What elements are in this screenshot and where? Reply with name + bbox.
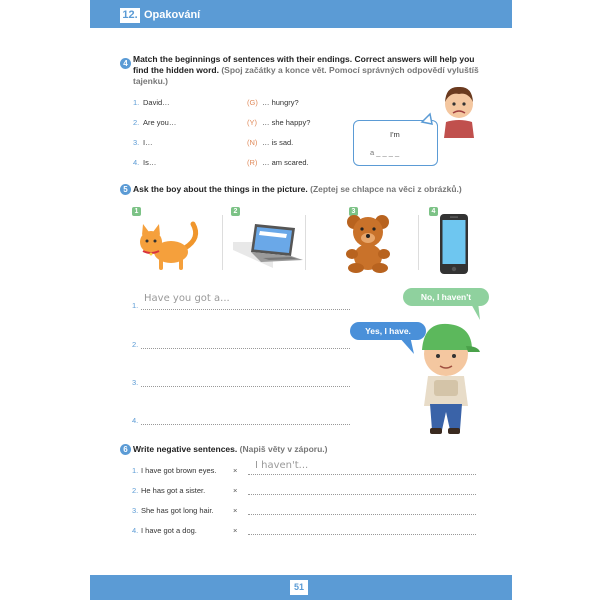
ex6-item-hint: I haven't... [255,460,309,471]
speech-bubble-yes: Yes, I have. [350,322,426,340]
picture-2-number: 2 [231,207,240,216]
ex6-item-text: I have got a dog. [141,526,197,535]
ex5-line-num: 2. [132,340,139,349]
ex4-instruction-line1: Match the beginnings of sentences with their endings. Correct answers will help you [133,54,475,64]
exercise-5-number: 5 [120,184,131,195]
smartphone-icon [440,214,468,274]
cross-mark-icon: × [233,466,238,475]
ex5-answer-line[interactable] [141,348,350,349]
ex4-instruction-cz-line2: (Spoj začátky a konce vět. Pomocí správných odpovědí vyluštíš [221,65,479,75]
sad-boy-icon [438,82,480,138]
exercise-4-number: 4 [120,58,131,69]
bubble-answer: a _ _ _ _ [370,148,400,157]
page-header [90,0,512,28]
cross-mark-icon: × [233,506,238,515]
exercise-5-instruction [133,184,462,195]
ex4-ending-letter: (R) [247,158,258,167]
picture-separator [305,215,306,270]
ex5-line-hint: Have you got a... [144,293,230,304]
ex6-item-text: I have got brown eyes. [141,466,217,475]
exercise-6-number: 6 [120,444,131,455]
exercise-4-instruction [133,54,483,87]
exercise-6-instruction [133,444,327,455]
bubble-text: I'm [390,130,400,139]
boy-with-cap-icon [410,316,482,436]
bubble-tail-icon [420,112,440,126]
picture-separator [222,215,223,270]
ex6-item-num: 2. [132,486,139,495]
answer-bubble [353,120,438,166]
ex4-ending-letter: (G) [247,98,258,107]
ex5-instruction-cz: (Zeptej se chlapce na věci z obrázků.) [310,184,462,194]
ex4-ending-text: … am scared. [262,158,309,167]
page-footer [90,575,512,600]
ex6-instruction-cz: (Napiš věty v záporu.) [239,444,328,454]
picture-3-number: 3 [349,207,358,216]
ex4-beginning-num: 1. [133,98,140,107]
ex4-instruction-cz-line3: tajenku.) [133,76,168,86]
ex4-beginning-text: Are you… [143,118,177,127]
ex4-ending-letter: (N) [247,138,258,147]
ex6-item-num: 1. [132,466,139,475]
ex5-answer-line[interactable] [141,424,350,425]
cross-mark-icon: × [233,486,238,495]
ex4-beginning-num: 3. [133,138,140,147]
ex6-answer-line[interactable] [248,514,476,515]
ex6-answer-line[interactable] [248,474,476,475]
ex4-ending-letter: (Y) [247,118,257,127]
teddy-bear-icon [340,212,396,274]
ex6-item-text: He has got a sister. [141,486,206,495]
laptop-icon [233,220,305,268]
cat-icon [133,218,205,273]
ex5-answer-line[interactable] [141,309,350,310]
chapter-number: 12. [120,8,140,23]
ex6-instruction-en: Write negative sentences. [133,444,238,454]
chapter-title: Opakování [144,9,201,21]
ex4-beginning-text: I… [143,138,153,147]
picture-1-number: 1 [132,207,141,216]
ex5-answer-line[interactable] [141,386,350,387]
speech-bubble-no: No, I haven't [403,288,489,306]
ex5-instruction-en: Ask the boy about the things in the picture. [133,184,308,194]
ex4-ending-text: … is sad. [262,138,294,147]
ex4-beginning-num: 2. [133,118,140,127]
page-number: 51 [290,580,308,595]
ex4-beginning-num: 4. [133,158,140,167]
ex6-item-num: 3. [132,506,139,515]
ex6-answer-line[interactable] [248,494,476,495]
picture-4-number: 4 [429,207,438,216]
ex4-ending-text: … she happy? [262,118,311,127]
ex4-beginning-text: Is… [143,158,157,167]
ex5-line-num: 4. [132,416,139,425]
ex4-ending-text: … hungry? [262,98,299,107]
ex6-item-text: She has got long hair. [141,506,214,515]
cross-mark-icon: × [233,526,238,535]
ex5-line-num: 3. [132,378,139,387]
ex6-item-num: 4. [132,526,139,535]
ex6-answer-line[interactable] [248,534,476,535]
ex4-beginning-text: David… [143,98,170,107]
picture-separator [418,215,419,270]
ex5-line-num: 1. [132,301,139,310]
ex4-instruction-line2: find the hidden word. [133,65,219,75]
